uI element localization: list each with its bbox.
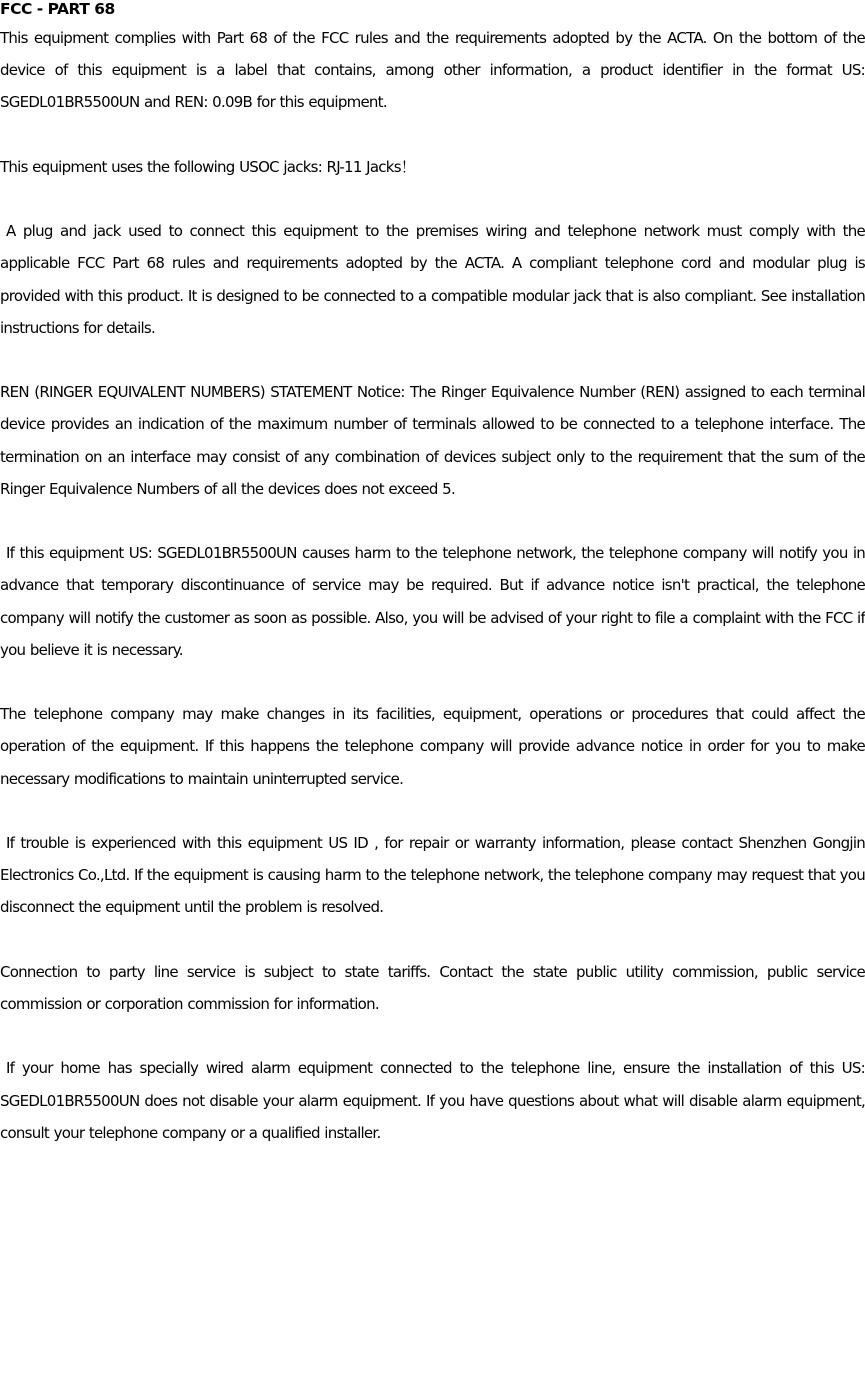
paragraph-ren-statement: REN (RINGER EQUIVALENT NUMBERS) STATEMENT Notice: The Ringer Equivalence Number (REN) assigned to each terminal device provides an indication of the maximum number of terminals allowed to be connected to a telephone interface. The termination on an interface may consist of any combination of devices subject only to the requirement that the sum of the Ringer Equivalence Numbers of all the devices does not exceed 5. bbox=[0, 383, 865, 498]
paragraph-network-harm: If this equipment US: SGEDL01BR5500UN causes harm to the telephone network, the telephone company will notify you in advance that temporary discontinuance of service may be required. But if advance notice isn't practical, the telephone company will notify the customer as soon as possible. Also, you will be advised of your right to file a complaint with the FCC if you believe it is necessary. bbox=[0, 544, 865, 659]
paragraph-usoc-jacks: This equipment uses the following USOC jacks: RJ-11 Jacks！ bbox=[0, 157, 416, 176]
paragraph-compliance: This equipment complies with Part 68 of the FCC rules and the requirements adopted by the ACTA. On the bottom of the device of this equipment is a label that contains, among other information, a product identifier in the format US: SGEDL01BR5500UN and REN: 0.09B for this equipment. bbox=[0, 29, 865, 112]
paragraph-facility-changes: The telephone company may make changes in its facilities, equipment, operations or procedures that could affect the operation of the equipment. If this happens the telephone company will provide advance notice in order for you to make necessary modifications to maintain uninterrupted service. bbox=[0, 705, 865, 788]
paragraph-party-line: Connection to party line service is subject to state tariffs. Contact the state public utility commission, public service commission or corporation commission for information. bbox=[0, 962, 865, 1013]
paragraph-plug-jack: A plug and jack used to connect this equipment to the premises wiring and telephone network must comply with the applicable FCC Part 68 rules and requirements adopted by the ACTA. A compliant telephone cord and modular plug is provided with this product. It is designed to be connected to a compatible modular jack that is also compliant. See installation instructions for details. bbox=[0, 222, 865, 337]
document-title: FCC - PART 68 bbox=[0, 0, 115, 18]
paragraph-alarm-equipment: If your home has specially wired alarm equipment connected to the telephone line, ensure the installation of this US: SGEDL01BR5500UN does not disable your alarm equipment. If you have questions about what will disable alarm equipment, consult your telephone company or a qualified installer. bbox=[0, 1059, 865, 1142]
paragraph-repair-warranty: If trouble is experienced with this equipment US ID , for repair or warranty information, please contact Shenzhen Gongjin Electronics Co.,Ltd. If the equipment is causing harm to the telephone network, the telephone company may request that you disconnect the equipment until the problem is resolved. bbox=[0, 833, 865, 917]
